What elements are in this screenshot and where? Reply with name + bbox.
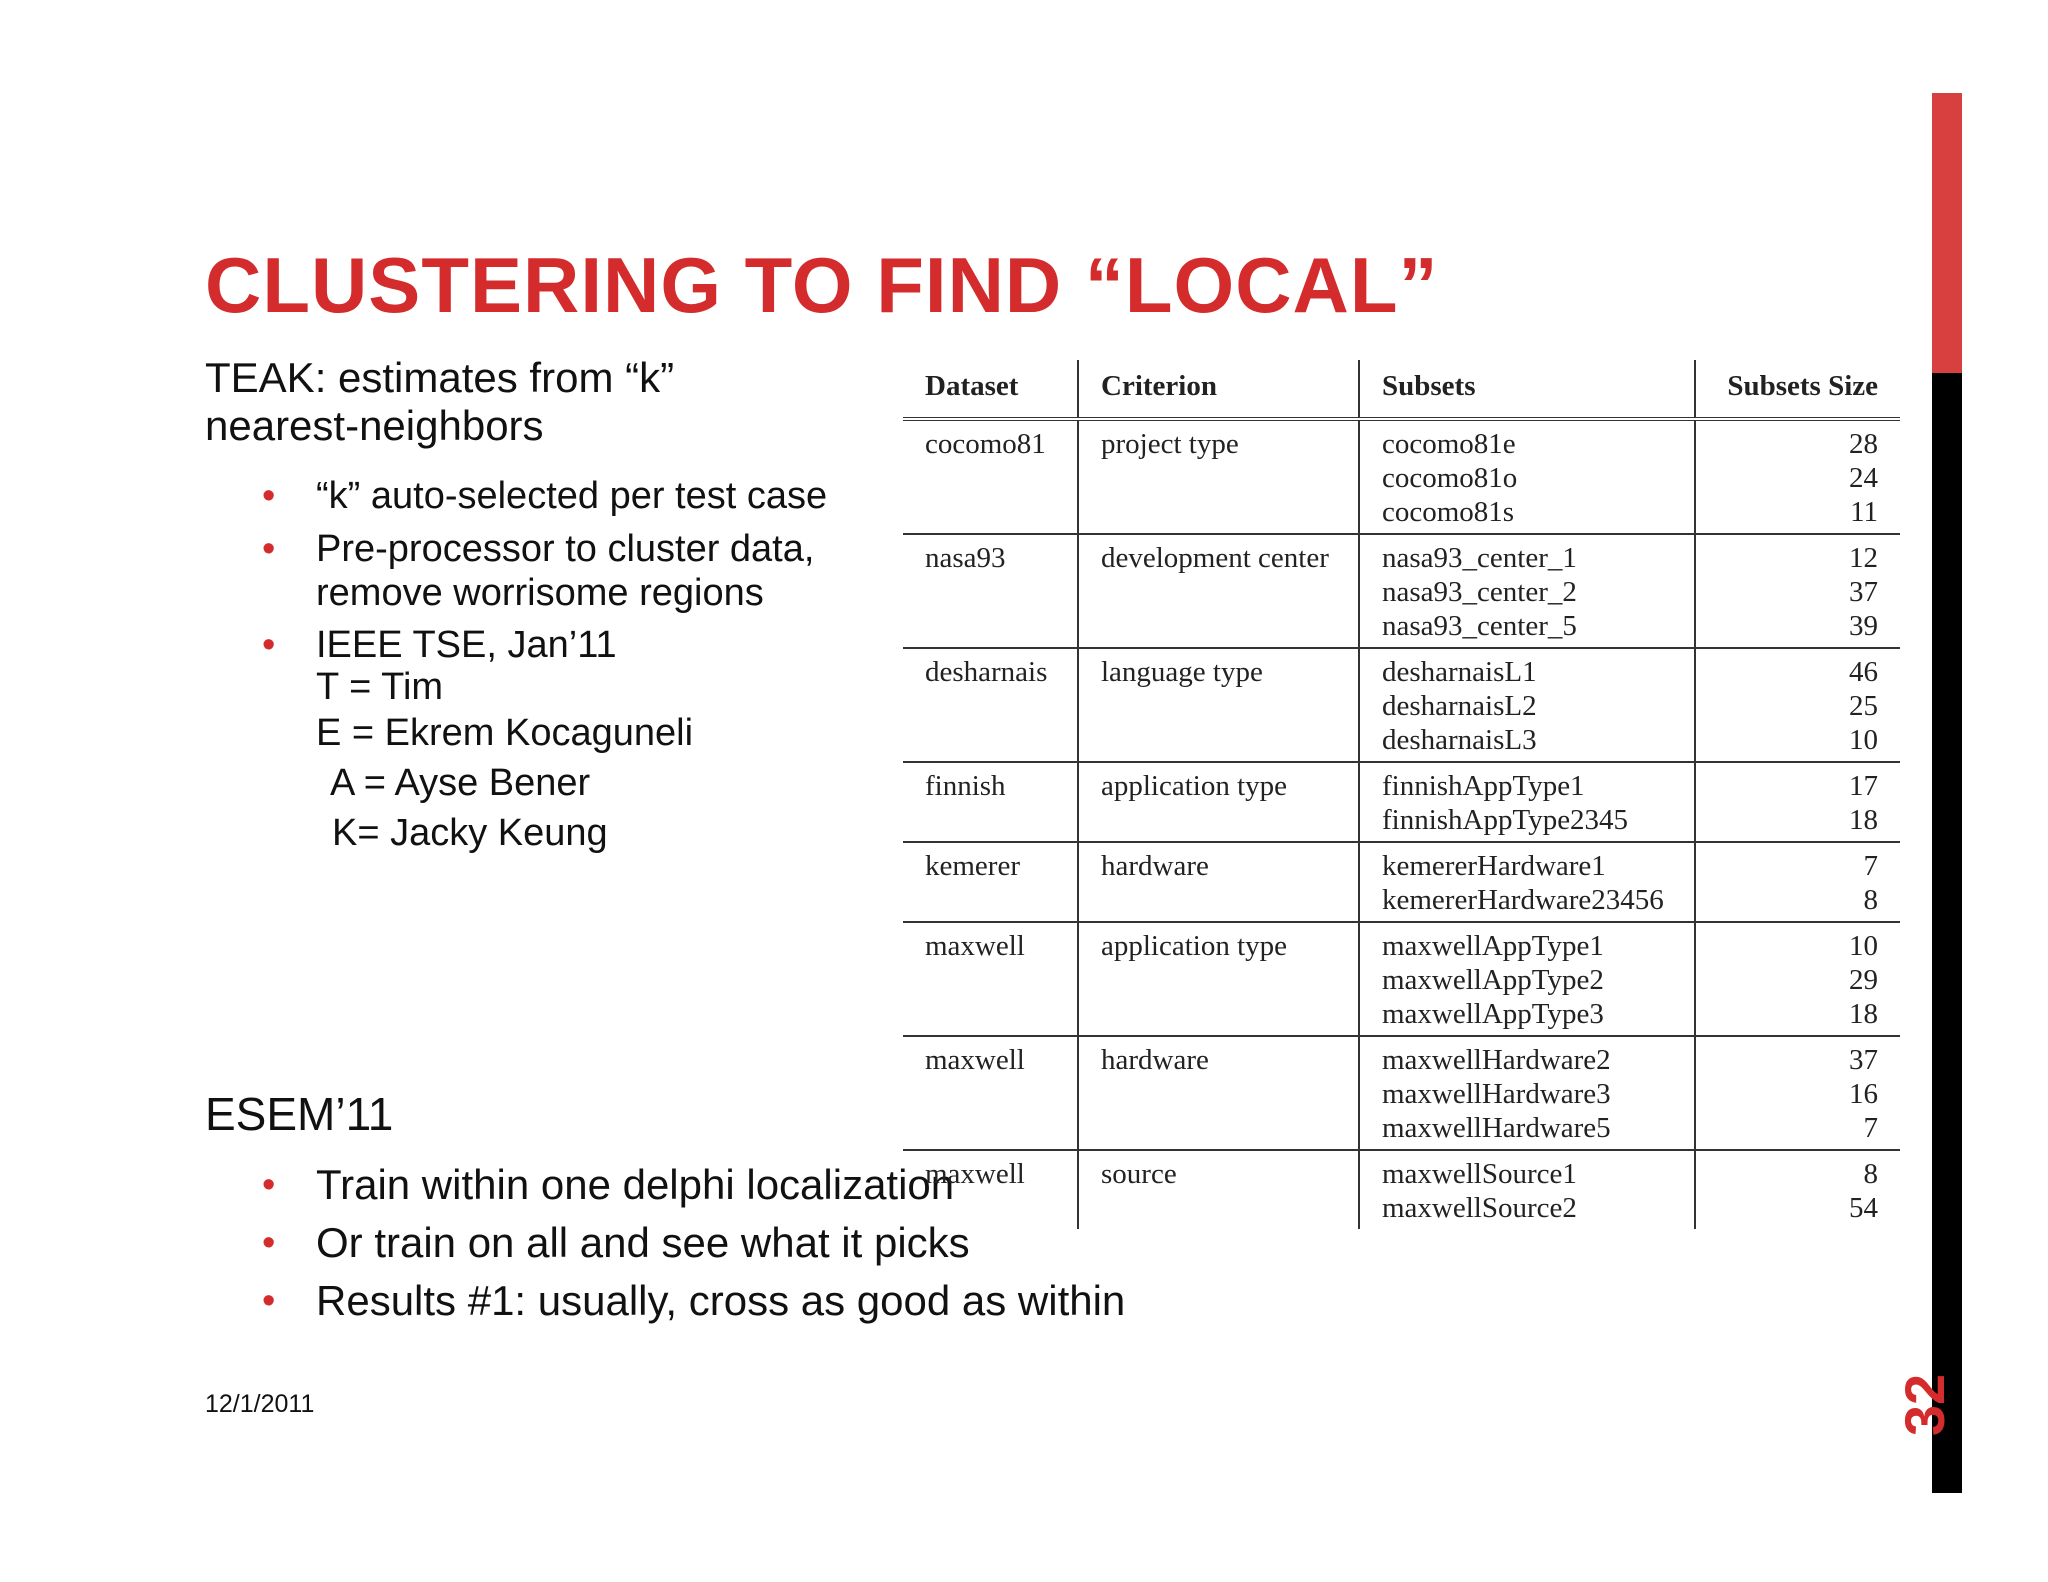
cell-sizes bbox=[1695, 419, 1900, 534]
subset-size: 8 bbox=[1863, 1158, 1878, 1190]
subset-size: 8 bbox=[1863, 884, 1878, 916]
cell-subsets bbox=[1359, 1150, 1695, 1229]
cell-criterion bbox=[1078, 922, 1359, 1036]
teak-bullet bbox=[262, 624, 885, 854]
cell-subsets bbox=[1359, 648, 1695, 762]
bullet-dot-icon: • bbox=[262, 1280, 276, 1322]
cell-text: development center bbox=[1101, 542, 1329, 574]
slide-title: CLUSTERING TO FIND “LOCAL” bbox=[205, 241, 1439, 329]
cell-criterion bbox=[1078, 762, 1359, 842]
cell-text: cocomo81 bbox=[925, 428, 1046, 460]
subset-name: maxwellHardware5 bbox=[1382, 1112, 1611, 1144]
cell-criterion bbox=[1078, 1150, 1359, 1229]
cell-criterion bbox=[1078, 419, 1359, 534]
header-dataset: Dataset bbox=[925, 370, 1019, 402]
bullet-dot-icon: • bbox=[262, 624, 276, 666]
cell-dataset bbox=[903, 842, 1078, 922]
subset-size: 54 bbox=[1849, 1192, 1878, 1224]
slide-date: 12/1/2011 bbox=[205, 1390, 315, 1418]
cell-subsets bbox=[1359, 922, 1695, 1036]
subset-name: kemererHardware1 bbox=[1382, 850, 1606, 882]
bullet-text: remove worrisome regions bbox=[316, 572, 764, 614]
teak-lead bbox=[205, 354, 885, 450]
subset-size: 16 bbox=[1849, 1078, 1878, 1110]
bullet-dot-icon: • bbox=[262, 1222, 276, 1264]
subset-name: finnishAppType2345 bbox=[1382, 804, 1629, 836]
subset-name: desharnaisL1 bbox=[1382, 656, 1537, 688]
subsets-table bbox=[903, 360, 1900, 1229]
subset-name: cocomo81o bbox=[1382, 462, 1518, 494]
subset-size: 18 bbox=[1849, 998, 1878, 1030]
bullet-text: Train within one delphi localization bbox=[316, 1161, 955, 1208]
subset-size: 10 bbox=[1849, 724, 1878, 756]
cell-text: maxwell bbox=[925, 1044, 1025, 1076]
header-subsets: Subsets bbox=[1359, 360, 1695, 419]
cell-sizes bbox=[1695, 762, 1900, 842]
cell-dataset bbox=[903, 922, 1078, 1036]
subset-size: 24 bbox=[1849, 462, 1878, 494]
cell-dataset bbox=[903, 419, 1078, 534]
cell-text: application type bbox=[1101, 930, 1288, 962]
table-row bbox=[903, 922, 1900, 1036]
teak-bullet-list bbox=[262, 474, 885, 854]
table-row bbox=[903, 1150, 1900, 1229]
cell-subsets bbox=[1359, 842, 1695, 922]
bullet-text: Pre-processor to cluster data, bbox=[316, 528, 815, 570]
cell-text: language type bbox=[1101, 656, 1263, 688]
bullet-dot-icon: • bbox=[262, 1164, 276, 1206]
cell-sizes bbox=[1695, 648, 1900, 762]
cell-dataset bbox=[903, 648, 1078, 762]
cell-dataset bbox=[903, 762, 1078, 842]
cell-dataset bbox=[903, 1150, 1078, 1229]
subset-size: 10 bbox=[1849, 930, 1878, 962]
subset-name: maxwellAppType1 bbox=[1382, 930, 1604, 962]
cell-text: hardware bbox=[1101, 1044, 1209, 1076]
subset-name: nasa93_center_5 bbox=[1382, 610, 1577, 642]
cell-text: kemerer bbox=[925, 850, 1020, 882]
cell-text: hardware bbox=[1101, 850, 1209, 882]
bullet-text: Results #1: usually, cross as good as within bbox=[316, 1277, 1126, 1324]
cell-criterion bbox=[1078, 534, 1359, 648]
bullet-text: A = Ayse Bener bbox=[330, 762, 591, 804]
bullet-text: K= Jacky Keung bbox=[332, 812, 608, 854]
subset-name: desharnaisL2 bbox=[1382, 690, 1537, 722]
teak-lead-line-1: TEAK: estimates from “k” bbox=[205, 354, 675, 401]
table-row bbox=[903, 648, 1900, 762]
subset-name: maxwellAppType3 bbox=[1382, 998, 1604, 1030]
teak-bullet bbox=[262, 474, 885, 518]
esem-lead: ESEM’11 bbox=[205, 1088, 394, 1140]
table-row bbox=[903, 842, 1900, 922]
cell-sizes bbox=[1695, 842, 1900, 922]
subset-name: maxwellHardware3 bbox=[1382, 1078, 1611, 1110]
cell-text: nasa93 bbox=[925, 542, 1006, 574]
subset-size: 12 bbox=[1849, 542, 1878, 574]
cell-text: application type bbox=[1101, 770, 1288, 802]
cell-criterion bbox=[1078, 648, 1359, 762]
subset-name: maxwellSource2 bbox=[1382, 1192, 1577, 1224]
subset-name: maxwellAppType2 bbox=[1382, 964, 1604, 996]
cell-sizes bbox=[1695, 1036, 1900, 1150]
subset-size: 7 bbox=[1863, 850, 1878, 882]
cell-subsets bbox=[1359, 1036, 1695, 1150]
bullet-text: Or train on all and see what it picks bbox=[316, 1219, 970, 1266]
teak-section bbox=[205, 354, 885, 863]
cell-text: finnish bbox=[925, 770, 1006, 802]
bullet-text: E = Ekrem Kocaguneli bbox=[316, 712, 694, 754]
table-row bbox=[903, 534, 1900, 648]
cell-criterion bbox=[1078, 842, 1359, 922]
bullet-text: IEEE TSE, Jan’11 bbox=[316, 624, 617, 666]
bullet-text: “k” auto-selected per test case bbox=[316, 475, 828, 517]
bullet-text: T = Tim bbox=[316, 666, 444, 708]
table-row bbox=[903, 762, 1900, 842]
cell-dataset bbox=[903, 1036, 1078, 1150]
page-number: 32 bbox=[1893, 1373, 1956, 1437]
subset-name: maxwellSource1 bbox=[1382, 1158, 1577, 1190]
subset-name: nasa93_center_2 bbox=[1382, 576, 1577, 608]
subset-name: maxwellHardware2 bbox=[1382, 1044, 1611, 1076]
cell-subsets bbox=[1359, 419, 1695, 534]
header-criterion: Criterion bbox=[1078, 360, 1359, 419]
subset-size: 17 bbox=[1849, 770, 1878, 802]
table-row bbox=[903, 1036, 1900, 1150]
table-row bbox=[903, 419, 1900, 534]
subset-size: 39 bbox=[1849, 610, 1878, 642]
subset-size: 11 bbox=[1850, 496, 1878, 528]
table-header-row bbox=[903, 360, 1900, 419]
cell-text: project type bbox=[1101, 428, 1239, 460]
sidebar-dark-bar bbox=[1932, 373, 1962, 1493]
subset-size: 18 bbox=[1849, 804, 1878, 836]
subset-size: 25 bbox=[1849, 690, 1878, 722]
subset-name: cocomo81s bbox=[1382, 496, 1515, 528]
subset-name: cocomo81e bbox=[1382, 428, 1516, 460]
cell-text: source bbox=[1101, 1158, 1177, 1190]
bullet-dot-icon: • bbox=[262, 528, 276, 570]
subset-size: 29 bbox=[1849, 964, 1878, 996]
cell-subsets bbox=[1359, 534, 1695, 648]
cell-sizes bbox=[1695, 1150, 1900, 1229]
header-subsets-size: Subsets Size bbox=[1695, 360, 1900, 419]
subset-name: kemererHardware23456 bbox=[1382, 884, 1664, 916]
sidebar-accent-bar bbox=[1932, 93, 1962, 373]
bullet-dot-icon: • bbox=[262, 475, 276, 517]
subset-name: nasa93_center_1 bbox=[1382, 542, 1577, 574]
cell-sizes bbox=[1695, 534, 1900, 648]
subset-size: 28 bbox=[1849, 428, 1878, 460]
esem-bullet bbox=[262, 1276, 1305, 1326]
subset-size: 46 bbox=[1849, 656, 1878, 688]
cell-dataset bbox=[903, 534, 1078, 648]
subset-size: 37 bbox=[1849, 576, 1878, 608]
cell-text: desharnais bbox=[925, 656, 1048, 688]
cell-sizes bbox=[1695, 922, 1900, 1036]
cell-criterion bbox=[1078, 1036, 1359, 1150]
subset-size: 7 bbox=[1863, 1112, 1878, 1144]
subset-name: desharnaisL3 bbox=[1382, 724, 1537, 756]
teak-lead-line-2: nearest-neighbors bbox=[205, 402, 544, 449]
cell-text: maxwell bbox=[925, 930, 1025, 962]
cell-text: maxwell bbox=[925, 1158, 1025, 1190]
cell-subsets bbox=[1359, 762, 1695, 842]
subset-name: finnishAppType1 bbox=[1382, 770, 1585, 802]
teak-bullet bbox=[262, 527, 885, 615]
subset-size: 37 bbox=[1849, 1044, 1878, 1076]
